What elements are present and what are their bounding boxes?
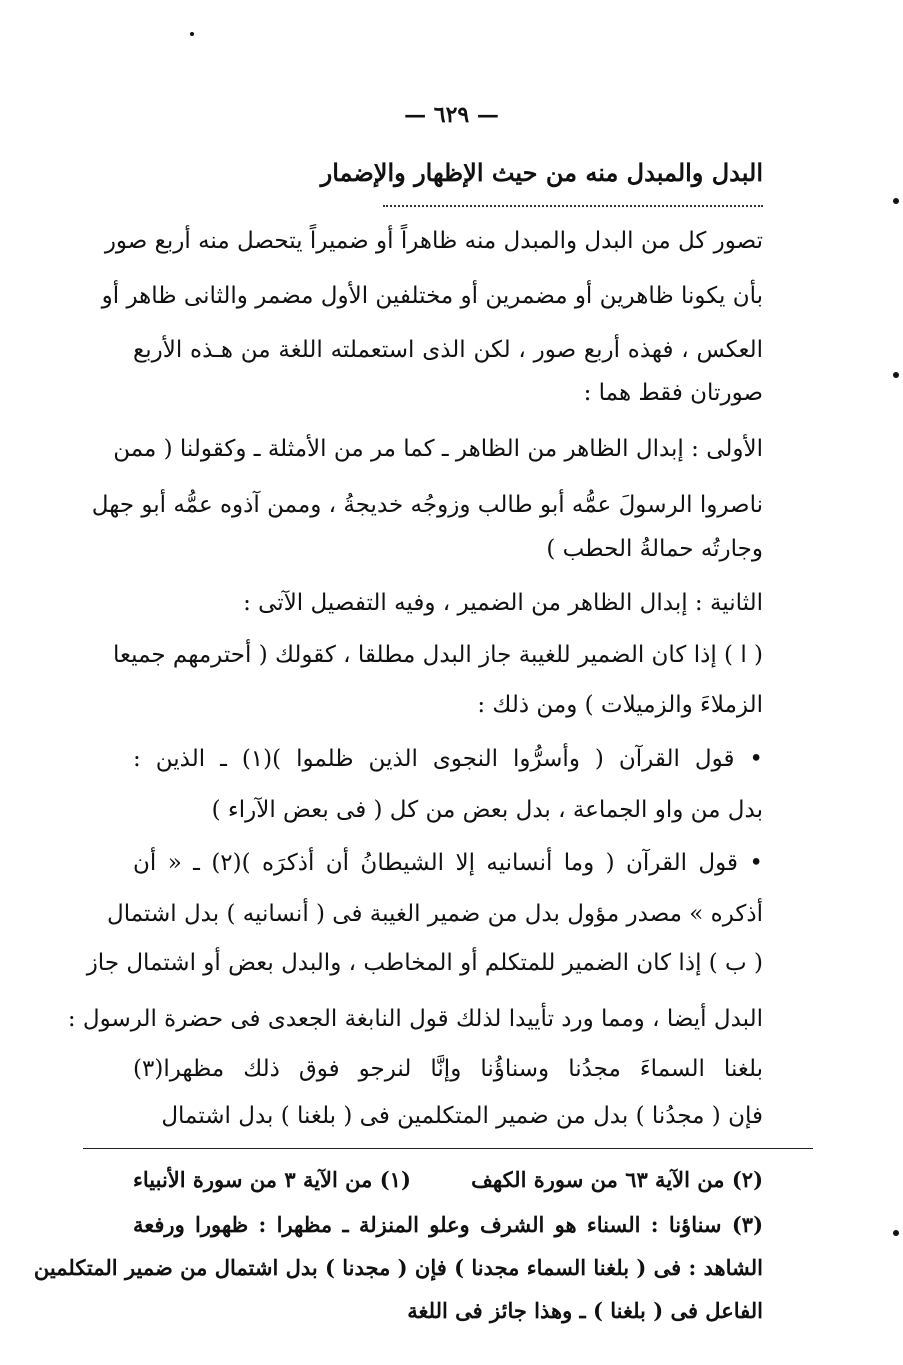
body-line: فإن ( مجدُنا ) بدل من ضمير المتكلمين فى ( بلغنا ) بدل اشتمال (161, 1103, 763, 1129)
footnote-2: (٢) من الآية ٦٣ من سورة الكهف (471, 1167, 763, 1192)
page-edge-mark (893, 198, 899, 204)
body-line: صورتان فقط هما : (583, 380, 763, 406)
footnote-3-line: (٣) سناؤنا : السناء هو الشرف وعلو المنزلة ـ مظهرا : ظهورا ورفعة (133, 1212, 763, 1237)
body-line: وجارتُه حمالةُ الحطب ) (546, 536, 763, 562)
body-line: البدل أيضا ، ومما ورد تأييدا لذلك قول النابغة الجعدى فى حضرة الرسول : (67, 1006, 763, 1032)
body-line: بأن يكونا ظاهرين أو مضمرين أو مختلفين الأول مضمر والثانى ظاهر أو (101, 283, 763, 309)
body-line: • قول القرآن ( وأسرُّوا النجوى الذين ظلموا )(١) ـ الذين : (133, 746, 763, 772)
body-line: • قول القرآن ( وما أنسانيه إلا الشيطانُ أن أذكرَه )(٢) ـ « أن (133, 850, 763, 876)
body-line: ( ا ) إذا كان الضمير للغيبة جاز البدل مطلقا ، كقولك ( أحترمهم جميعا (113, 642, 763, 668)
footnote-3-line: الشاهد : فى ( بلغنا السماء مجدنا ) فإن ( مجدنا ) بدل اشتمال من ضمير المتكلمين (33, 1255, 763, 1280)
page-edge-mark (893, 1230, 899, 1236)
body-line: تصور كل من البدل والمبدل منه ظاهراً أو ضميراً يتحصل منه أربع صور (104, 228, 763, 254)
body-line: ( ب ) إذا كان الضمير للمتكلم أو المخاطب ، والبدل بعض أو اشتمال جاز (86, 950, 763, 976)
verse-line: بلغنا السماءَ مجدُنا وسناؤُنا وإنَّا لنرجو فوق ذلك مظهرا(٣) (133, 1056, 763, 1082)
page-edge-mark (893, 372, 899, 378)
body-line: أذكره » مصدر مؤول بدل من ضمير الغيبة فى ( أنسانيه ) بدل اشتمال (107, 901, 763, 927)
footnote-separator (83, 1148, 813, 1149)
body-line: ناصروا الرسولَ عمُّه أبو طالب وزوجُه خديجةُ ، وممن آذوه عمُّه أبو جهل (91, 492, 763, 518)
footnote-3-line: الفاعل فى ( بلغنا ) ـ وهذا جائز فى اللغة (407, 1298, 763, 1323)
footnote-1: (١) من الآية ٣ من سورة الأنبياء (133, 1167, 411, 1192)
body-line: الثانية : إبدال الظاهر من الضمير ، وفيه التفصيل الآتى : (243, 590, 763, 616)
section-heading: البدل والمبدل منه من حيث الإظهار والإضمار (320, 158, 763, 187)
heading-underline (383, 205, 763, 207)
body-line: بدل من واو الجماعة ، بدل بعض من كل ( فى بعض الآراء ) (211, 797, 763, 823)
body-line: الزملاءَ والزميلات ) ومن ذلك : (477, 692, 763, 718)
scan-speck (190, 32, 194, 36)
body-line: العكس ، فهذه أربع صور ، لكن الذى استعملته اللغة من هـذه الأربع (133, 337, 763, 363)
footnote-row (133, 1167, 763, 1192)
page-number: — ٦٢٩ — (404, 102, 499, 128)
body-line: الأولى : إبدال الظاهر من الظاهر ـ كما مر من الأمثلة ـ وكقولنا ( ممن (113, 436, 763, 462)
